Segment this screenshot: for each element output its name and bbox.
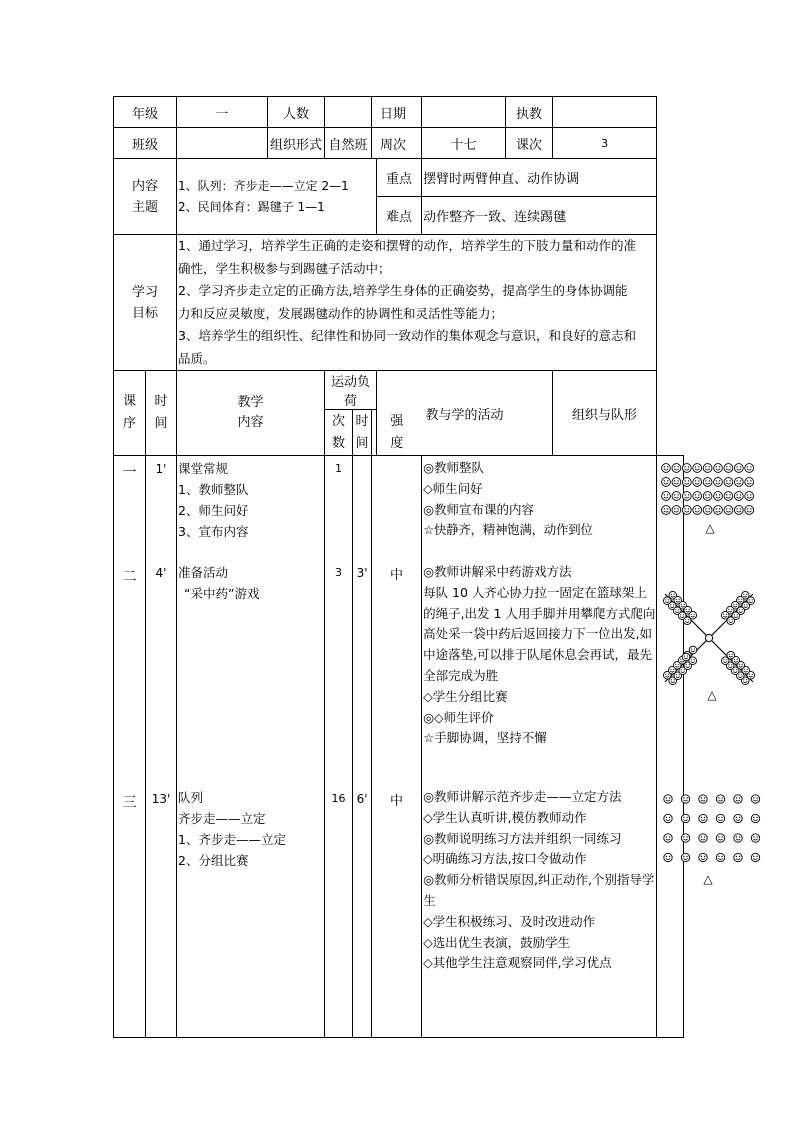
student-face-icon <box>699 834 707 842</box>
content-line: 1、齐步走——立定 <box>178 832 286 847</box>
activity-column[interactable] <box>422 456 657 1038</box>
intensity-3: 中 <box>390 794 404 809</box>
session-value[interactable]: 3 <box>553 128 657 159</box>
teacher-label: 执教 <box>506 97 553 128</box>
activity-line: ◇其他学生注意观察同伴,学习优点 <box>423 955 612 971</box>
student-face-icon <box>724 506 733 515</box>
activity-line: ◎教师讲解采中药游戏方法 <box>423 564 572 579</box>
duration-2: 3' <box>356 566 368 580</box>
content-line: 课堂常规 <box>178 461 229 476</box>
content-line: 队列 <box>178 790 204 805</box>
student-face-icon <box>699 814 707 822</box>
col-part <box>114 371 146 456</box>
student-face-icon <box>724 464 733 473</box>
objective-line: 品质。 <box>178 350 216 366</box>
objective-line: 力和反应灵敏度，发展踢毽动作的协调性和灵活性等能力； <box>178 305 504 321</box>
student-face-icon <box>682 478 691 487</box>
teacher-triangle-icon: △ <box>705 521 715 535</box>
week-label: 周次 <box>372 128 422 159</box>
col-count <box>325 410 353 456</box>
content-line: 3、宣布内容 <box>178 524 249 539</box>
student-face-icon <box>703 492 712 501</box>
student-face-icon <box>681 814 689 822</box>
student-face-icon <box>672 478 681 487</box>
duration-3: 6' <box>356 792 368 806</box>
col-duration-line: 时 <box>355 413 369 429</box>
content-item: 2、民间体育：踢毽子 1—1 <box>178 199 325 214</box>
student-face-icon <box>689 646 697 654</box>
objectives-label-line1: 学习 <box>132 284 159 300</box>
activity-block-3 <box>422 787 656 974</box>
activity-line: 每队 10 人齐心协力拉一固定在篮球架上的绳子,出发 1 人用手脚并用攀爬方式爬向高处采一袋中药后返回接力下一位出发,如中途落垫,可以排于队尾休息会再试，最先全部完成为胜 <box>423 584 656 683</box>
content-line: 齐步走——立定 <box>178 811 266 826</box>
count-1: 1 <box>335 462 343 475</box>
count-3: 16 <box>331 792 346 805</box>
activity-line: ◎教师说明练习方法并组织一同练习 <box>423 830 622 846</box>
student-face-icon <box>716 834 724 842</box>
intensity-column <box>372 456 422 1038</box>
lesson-plan-sheet <box>113 96 717 1038</box>
count-column <box>325 456 353 1038</box>
teacher-value[interactable] <box>553 97 657 128</box>
student-face-icon <box>681 834 689 842</box>
part-column <box>114 456 146 1038</box>
col-intensity-line: 度 <box>390 435 404 451</box>
col-intensity-line: 强 <box>390 413 404 429</box>
student-face-icon <box>682 464 691 473</box>
student-face-icon <box>745 464 754 473</box>
student-face-icon <box>734 478 743 487</box>
activity-line: ◇学生认真听讲,模仿教师动作 <box>423 809 587 825</box>
content-label-line1: 内容 <box>132 178 159 194</box>
activity-block-1 <box>422 458 656 541</box>
col-part-line: 课 <box>122 394 136 409</box>
col-formation: 组织与队形 <box>553 371 657 456</box>
org-label: 组织形式 <box>268 128 325 159</box>
activity-block-2 <box>422 562 656 749</box>
objectives-text[interactable] <box>177 235 657 371</box>
activity-line: ◎教师讲解示范齐步走——立定方法 <box>423 789 622 804</box>
formation-column <box>657 456 717 1038</box>
grade-value[interactable]: 一 <box>177 97 268 128</box>
student-face-icon <box>703 478 712 487</box>
student-face-icon <box>751 834 759 842</box>
activity-line: ◎教师整队 <box>423 460 484 475</box>
time-2: 4' <box>155 566 167 580</box>
student-face-icon <box>681 795 689 803</box>
student-face-icon <box>727 651 735 659</box>
student-face-icon <box>703 464 712 473</box>
activity-line: ☆快静齐，精神饱满，动作到位 <box>423 522 593 538</box>
col-duration-line: 间 <box>355 435 369 451</box>
org-value[interactable]: 自然班 <box>325 128 372 159</box>
student-face-icon <box>682 506 691 515</box>
formation-diagrams <box>657 456 761 1032</box>
content-block-1 <box>177 458 324 542</box>
student-face-icon <box>714 464 723 473</box>
student-face-icon <box>734 853 742 861</box>
content-line: 2、师生问好 <box>178 503 249 518</box>
student-face-icon <box>664 853 672 861</box>
student-face-icon <box>734 464 743 473</box>
col-content <box>177 371 325 456</box>
activity-line: ◇学生积极练习、及时改进动作 <box>423 913 596 929</box>
col-time-line: 间 <box>154 416 168 431</box>
count-2: 3 <box>335 566 343 579</box>
student-face-icon <box>751 814 759 822</box>
student-face-icon <box>693 478 702 487</box>
student-face-icon <box>751 795 759 803</box>
teacher-triangle-icon: △ <box>703 872 713 886</box>
col-time <box>146 371 177 456</box>
objectives-label <box>114 235 177 371</box>
intensity-2: 中 <box>390 568 404 583</box>
objective-line: 3、培养学生的组织性、纪律性和协同一致动作的集体观念与意识，和良好的意志和 <box>178 328 636 343</box>
difficulty-value[interactable]: 动作整齐一致、连续踢毽 <box>422 197 657 235</box>
activity-line: ◇学生分组比赛 <box>423 688 508 704</box>
student-face-icon <box>682 492 691 501</box>
student-face-icon <box>682 653 690 661</box>
time-column <box>146 456 177 1038</box>
student-face-icon <box>745 492 754 501</box>
col-part-line: 序 <box>122 416 136 431</box>
student-face-icon <box>716 853 724 861</box>
date-label: 日期 <box>372 97 422 128</box>
student-face-icon <box>734 834 742 842</box>
content-line: 1、教师整队 <box>178 482 249 497</box>
activity-line: ◎教师分析错误原因,纠正动作,个别指导学生 <box>423 872 655 908</box>
objectives-label-line2: 目标 <box>132 305 159 321</box>
student-face-icon <box>693 506 702 515</box>
content-block-2 <box>177 562 324 604</box>
teacher-triangle-icon: △ <box>707 688 717 702</box>
col-count-line: 数 <box>332 435 346 451</box>
session-label: 课次 <box>506 128 553 159</box>
student-face-icon <box>745 478 754 487</box>
student-face-icon <box>714 492 723 501</box>
student-face-icon <box>664 795 672 803</box>
key-point-value[interactable]: 摆臂时两臂伸直、动作协调 <box>422 159 657 197</box>
activity-line: ◎教师宣布课的内容 <box>423 501 534 517</box>
student-face-icon <box>734 814 742 822</box>
student-face-icon <box>699 853 707 861</box>
student-face-icon <box>716 795 724 803</box>
objective-line: 1、通过学习，培养学生正确的走姿和摆臂的动作，培养学生的下肢力量和动作的准 <box>178 238 636 253</box>
week-value[interactable]: 十七 <box>422 128 506 159</box>
student-face-icon <box>724 478 733 487</box>
student-face-icon <box>681 853 689 861</box>
student-face-icon <box>734 795 742 803</box>
content-label-line2: 主题 <box>132 199 159 215</box>
time-3: 13' <box>151 792 171 806</box>
student-face-icon <box>662 506 671 515</box>
col-content-line: 教学 <box>237 395 264 410</box>
activity-line: ◎◇师生评价 <box>423 709 494 725</box>
activity-line: ◇明确练习方法,按口令做动作 <box>423 851 587 867</box>
content-item: 1、队列：齐步走——立定 2—1 <box>178 178 349 193</box>
activity-line: ☆手脚协调，坚持不懈 <box>423 730 547 746</box>
activity-line: ◇选出优生表演，鼓励学生 <box>423 934 571 950</box>
objective-line: 确性，学生积极参与到踢毽子活动中； <box>178 260 391 276</box>
time-1: 1' <box>155 462 167 476</box>
student-face-icon <box>699 795 707 803</box>
student-face-icon <box>662 478 671 487</box>
content-items[interactable] <box>177 159 377 235</box>
col-content-line: 内容 <box>237 415 264 430</box>
student-face-icon <box>664 814 672 822</box>
student-face-icon <box>662 464 671 473</box>
student-face-icon <box>722 611 730 619</box>
activity-line: ◇师生问好 <box>423 480 483 496</box>
student-face-icon <box>714 506 723 515</box>
student-face-icon <box>724 492 733 501</box>
student-face-icon <box>751 853 759 861</box>
objective-line: 2、学习齐步走立定的正确方法,培养学生身体的正确姿势，提高学生的身体协调能 <box>178 283 628 298</box>
content-block-3 <box>177 787 324 871</box>
lesson-plan-table <box>113 96 717 1038</box>
student-face-icon <box>664 834 672 842</box>
content-column[interactable] <box>177 456 325 1038</box>
part-3: 三 <box>122 795 137 811</box>
student-face-icon <box>734 492 743 501</box>
class-value[interactable] <box>177 128 268 159</box>
col-duration <box>353 410 372 456</box>
student-face-icon <box>672 464 681 473</box>
student-face-icon <box>693 464 702 473</box>
content-line: “采中药”游戏 <box>184 586 260 601</box>
student-face-icon <box>672 492 681 501</box>
duration-column <box>353 456 372 1038</box>
student-face-icon <box>684 617 692 625</box>
grade-label: 年级 <box>114 97 177 128</box>
student-face-icon <box>703 506 712 515</box>
key-point-label: 重点 <box>377 159 422 197</box>
col-load: 运动负荷 <box>325 371 377 410</box>
col-time-line: 时 <box>154 394 168 409</box>
count-label: 人数 <box>268 97 325 128</box>
content-line: 2、分组比赛 <box>178 853 249 868</box>
student-face-icon <box>693 492 702 501</box>
student-face-icon <box>662 492 671 501</box>
part-1: 一 <box>122 465 137 481</box>
date-value[interactable] <box>422 97 506 128</box>
col-intensity <box>372 410 422 456</box>
difficulty-label: 难点 <box>377 197 422 235</box>
part-2: 二 <box>122 569 137 585</box>
student-face-icon <box>714 478 723 487</box>
formation-center <box>705 634 712 641</box>
content-line: 准备活动 <box>178 565 229 580</box>
content-label <box>114 159 177 235</box>
student-face-icon <box>672 506 681 515</box>
student-face-icon <box>716 814 724 822</box>
class-label: 班级 <box>114 128 177 159</box>
col-activity: 教与学的活动 <box>377 371 553 456</box>
student-face-icon <box>745 506 754 515</box>
count-value[interactable] <box>325 97 372 128</box>
student-face-icon <box>734 506 743 515</box>
col-count-line: 次 <box>332 413 346 429</box>
